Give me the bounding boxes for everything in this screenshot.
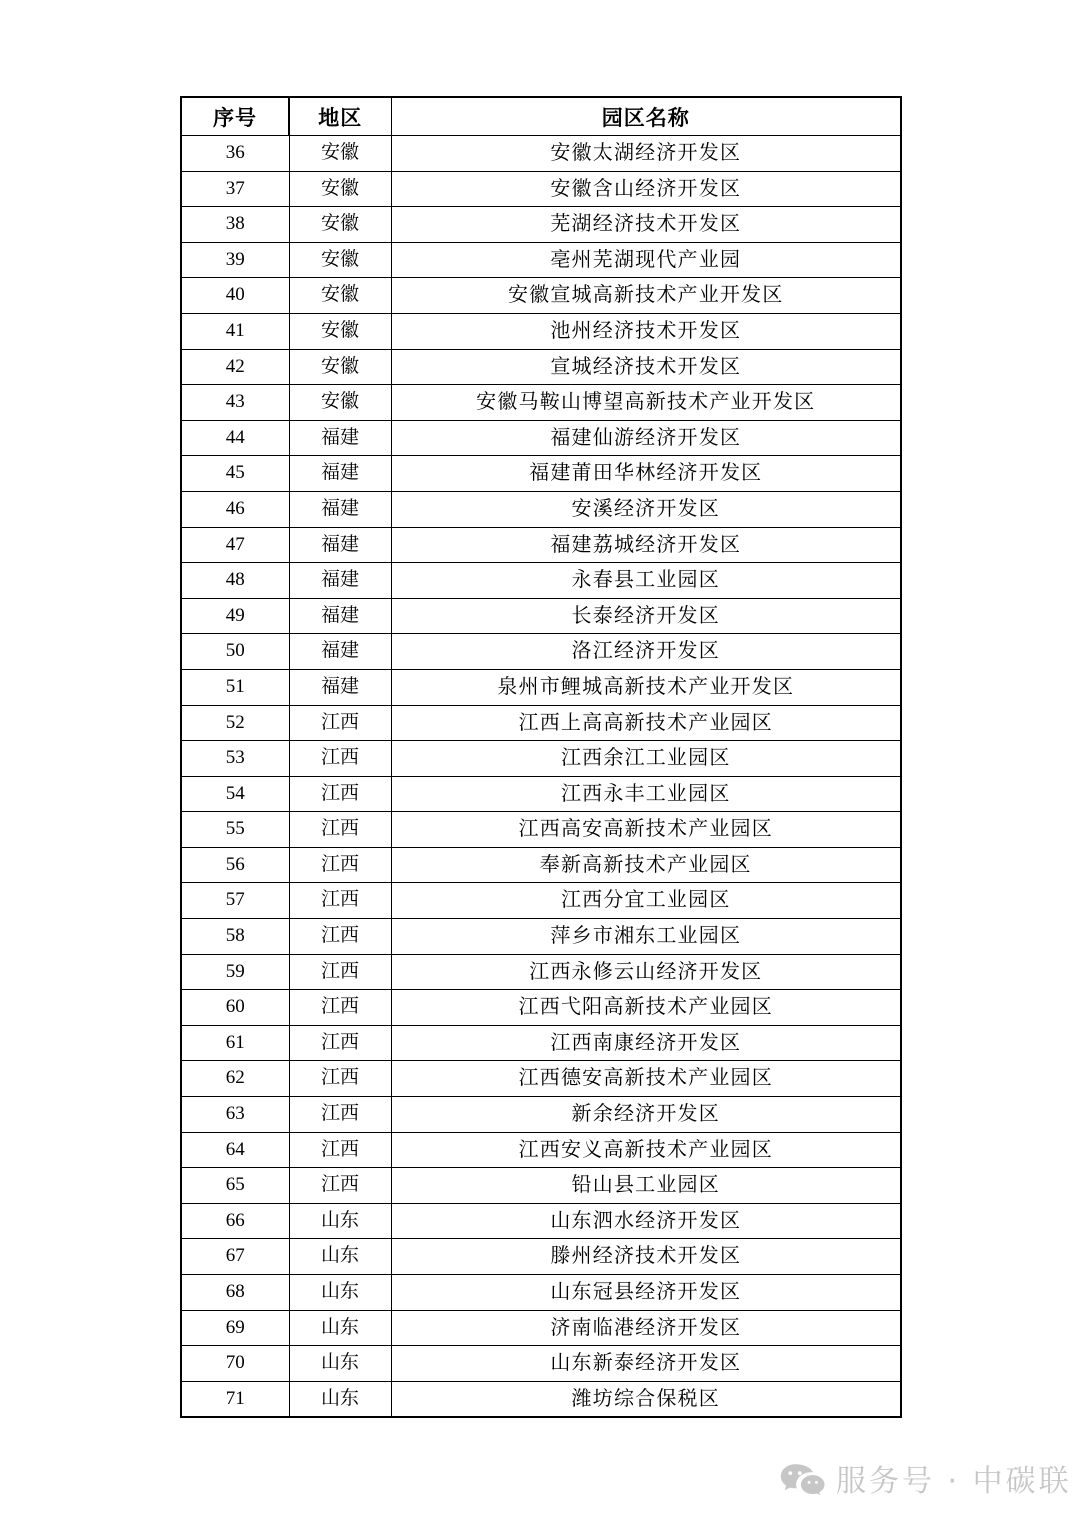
cell-park-name: 泉州市鲤城高新技术产业开发区 [391,669,901,705]
cell-region: 安徽 [289,385,391,421]
table-row [181,313,901,349]
cell-index: 47 [181,527,289,563]
cell-index: 40 [181,278,289,314]
column-header-region: 地区 [289,97,391,136]
table-row [181,919,901,955]
table-header [181,97,901,136]
cell-park-name: 芜湖经济技术开发区 [391,207,901,243]
cell-index: 65 [181,1168,289,1204]
cell-park-name: 安徽太湖经济开发区 [391,136,901,172]
cell-region: 江西 [289,990,391,1026]
cell-region: 江西 [289,705,391,741]
cell-index: 46 [181,491,289,527]
cell-park-name: 新余经济开发区 [391,1097,901,1133]
cell-region: 福建 [289,491,391,527]
cell-park-name: 奉新高新技术产业园区 [391,847,901,883]
cell-region: 安徽 [289,278,391,314]
cell-region: 福建 [289,598,391,634]
cell-region: 山东 [289,1346,391,1382]
cell-index: 51 [181,669,289,705]
cell-park-name: 江西余江工业园区 [391,741,901,777]
cell-index: 67 [181,1239,289,1275]
cell-index: 62 [181,1061,289,1097]
table-row [181,1275,901,1311]
table-row [181,349,901,385]
table-header-row [181,97,901,136]
cell-index: 50 [181,634,289,670]
table-row [181,812,901,848]
cell-region: 江西 [289,919,391,955]
cell-park-name: 济南临港经济开发区 [391,1310,901,1346]
table-row [181,634,901,670]
table-row [181,1239,901,1275]
table-row [181,136,901,172]
cell-park-name: 宣城经济技术开发区 [391,349,901,385]
cell-region: 福建 [289,456,391,492]
table-row [181,420,901,456]
cell-index: 71 [181,1381,289,1417]
park-table-container [180,96,900,1418]
cell-index: 41 [181,313,289,349]
table-row [181,954,901,990]
table-row [181,1168,901,1204]
cell-index: 57 [181,883,289,919]
cell-region: 安徽 [289,349,391,385]
table-row [181,491,901,527]
cell-region: 山东 [289,1275,391,1311]
table-row [181,1097,901,1133]
table-row [181,1061,901,1097]
cell-index: 53 [181,741,289,777]
table-row [181,242,901,278]
table-row [181,1381,901,1417]
table-row [181,669,901,705]
cell-region: 山东 [289,1381,391,1417]
cell-region: 江西 [289,1132,391,1168]
cell-region: 福建 [289,634,391,670]
cell-park-name: 安徽宣城高新技术产业开发区 [391,278,901,314]
cell-region: 福建 [289,420,391,456]
cell-park-name: 长泰经济开发区 [391,598,901,634]
table-row [181,1132,901,1168]
table-row [181,990,901,1026]
cell-park-name: 安溪经济开发区 [391,491,901,527]
cell-park-name: 池州经济技术开发区 [391,313,901,349]
cell-index: 39 [181,242,289,278]
table-row [181,776,901,812]
park-table [180,96,902,1418]
table-row [181,741,901,777]
table-row [181,278,901,314]
cell-index: 56 [181,847,289,883]
cell-region: 江西 [289,847,391,883]
footer-account-label: 服务号 · 中碳联 [836,1464,1072,1499]
cell-index: 54 [181,776,289,812]
cell-index: 59 [181,954,289,990]
cell-park-name: 江西上高高新技术产业园区 [391,705,901,741]
cell-park-name: 山东新泰经济开发区 [391,1346,901,1382]
cell-region: 安徽 [289,171,391,207]
table-row [181,1025,901,1061]
table-body [181,136,901,1418]
cell-park-name: 江西弋阳高新技术产业园区 [391,990,901,1026]
cell-region: 江西 [289,1168,391,1204]
cell-region: 江西 [289,812,391,848]
cell-region: 江西 [289,1097,391,1133]
table-row [181,456,901,492]
table-row [181,1310,901,1346]
cell-region: 江西 [289,1061,391,1097]
cell-park-name: 山东冠县经济开发区 [391,1275,901,1311]
cell-index: 37 [181,171,289,207]
cell-region: 安徽 [289,136,391,172]
table-row [181,527,901,563]
cell-park-name: 亳州芜湖现代产业园 [391,242,901,278]
footer-watermark [780,1463,1072,1501]
table-row [181,385,901,421]
cell-index: 38 [181,207,289,243]
cell-index: 36 [181,136,289,172]
wechat-icon [780,1463,826,1501]
cell-index: 69 [181,1310,289,1346]
cell-park-name: 萍乡市湘东工业园区 [391,919,901,955]
table-row [181,1203,901,1239]
table-row [181,171,901,207]
cell-park-name: 滕州经济技术开发区 [391,1239,901,1275]
cell-index: 66 [181,1203,289,1239]
cell-region: 山东 [289,1203,391,1239]
cell-park-name: 永春县工业园区 [391,563,901,599]
column-header-park-name: 园区名称 [391,97,901,136]
cell-index: 44 [181,420,289,456]
cell-region: 福建 [289,669,391,705]
cell-park-name: 江西德安高新技术产业园区 [391,1061,901,1097]
cell-index: 68 [181,1275,289,1311]
cell-region: 安徽 [289,242,391,278]
table-row [181,705,901,741]
cell-region: 江西 [289,954,391,990]
cell-index: 52 [181,705,289,741]
cell-park-name: 江西高安高新技术产业园区 [391,812,901,848]
cell-index: 43 [181,385,289,421]
cell-index: 42 [181,349,289,385]
table-row [181,1346,901,1382]
table-row [181,207,901,243]
cell-park-name: 江西南康经济开发区 [391,1025,901,1061]
cell-index: 45 [181,456,289,492]
cell-index: 60 [181,990,289,1026]
cell-index: 61 [181,1025,289,1061]
table-row [181,847,901,883]
cell-region: 江西 [289,776,391,812]
cell-park-name: 洛江经济开发区 [391,634,901,670]
cell-park-name: 铅山县工业园区 [391,1168,901,1204]
cell-region: 安徽 [289,313,391,349]
cell-park-name: 江西分宜工业园区 [391,883,901,919]
cell-park-name: 福建莆田华林经济开发区 [391,456,901,492]
cell-index: 58 [181,919,289,955]
cell-region: 安徽 [289,207,391,243]
cell-region: 江西 [289,1025,391,1061]
cell-index: 64 [181,1132,289,1168]
cell-park-name: 江西永修云山经济开发区 [391,954,901,990]
cell-park-name: 江西安义高新技术产业园区 [391,1132,901,1168]
cell-index: 70 [181,1346,289,1382]
cell-index: 49 [181,598,289,634]
table-row [181,563,901,599]
cell-region: 山东 [289,1310,391,1346]
table-row [181,598,901,634]
cell-region: 江西 [289,741,391,777]
cell-index: 63 [181,1097,289,1133]
cell-region: 江西 [289,883,391,919]
cell-park-name: 潍坊综合保税区 [391,1381,901,1417]
cell-park-name: 山东泗水经济开发区 [391,1203,901,1239]
cell-index: 48 [181,563,289,599]
column-header-index: 序号 [181,97,289,136]
cell-region: 福建 [289,527,391,563]
cell-park-name: 福建仙游经济开发区 [391,420,901,456]
cell-region: 山东 [289,1239,391,1275]
cell-park-name: 安徽含山经济开发区 [391,171,901,207]
cell-region: 福建 [289,563,391,599]
cell-park-name: 福建荔城经济开发区 [391,527,901,563]
cell-park-name: 安徽马鞍山博望高新技术产业开发区 [391,385,901,421]
table-row [181,883,901,919]
cell-park-name: 江西永丰工业园区 [391,776,901,812]
cell-index: 55 [181,812,289,848]
